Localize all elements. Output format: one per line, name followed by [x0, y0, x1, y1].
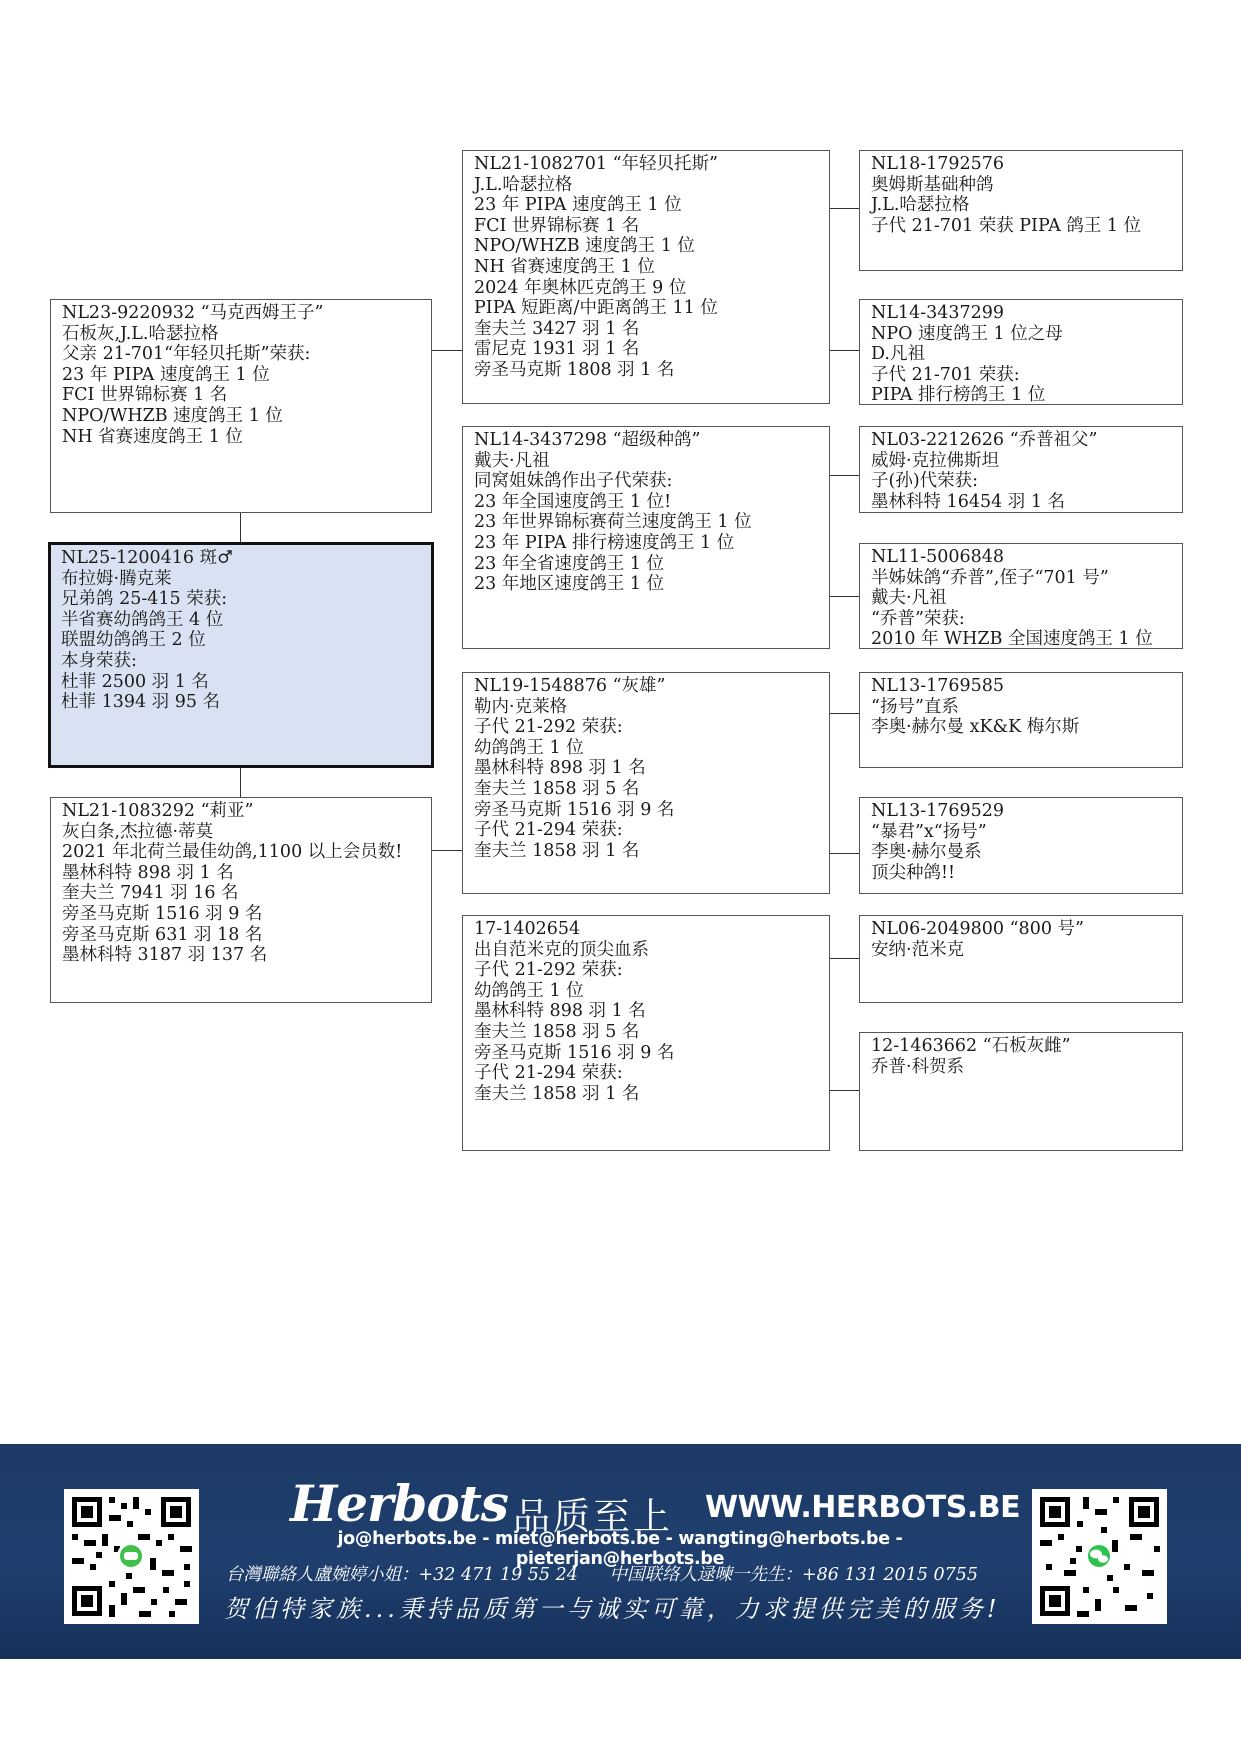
card-line: 旁圣马克斯 1516 羽 9 名	[62, 903, 263, 924]
card-line: 杜菲 2500 羽 1 名	[61, 671, 209, 692]
subject-card	[48, 542, 434, 768]
card-line: 奎夫兰 1858 羽 5 名	[474, 778, 640, 799]
herbots-logo: Herbots	[290, 1474, 508, 1533]
connector	[830, 713, 859, 714]
card-line: 奎夫兰 1858 羽 1 名	[474, 1083, 640, 1104]
card-line: 旁圣马克斯 1516 羽 9 名	[474, 799, 675, 820]
card-line: NL21-1082701 “年轻贝托斯”	[474, 154, 719, 174]
card-line: PIPA 短距离/中距离鸽王 11 位	[474, 298, 718, 319]
card-line: NL03-2212626 “乔普祖父”	[871, 430, 1098, 450]
card-line: 23 年 PIPA 速度鸽王 1 位	[62, 364, 270, 385]
sire-dam-card	[462, 426, 830, 649]
card-line: NL19-1548876 “灰雄”	[474, 676, 666, 696]
card-line: FCI 世界锦标赛 1 名	[474, 215, 640, 236]
card-line: 戴夫·凡祖	[474, 450, 550, 471]
card-line: NL06-2049800 “800 号”	[871, 919, 1084, 939]
card-line: 17-1402654	[474, 919, 581, 939]
card-line: 墨林科特 898 羽 1 名	[474, 1001, 646, 1022]
card-line: 23 年世界锦标赛荷兰速度鸽王 1 位	[474, 512, 752, 533]
card-line: 同窝姐妹鸽作出子代荣获:	[474, 471, 673, 492]
brand-row	[290, 1468, 1021, 1538]
sire-sire-card	[462, 150, 830, 404]
card-line: 墨林科特 3187 羽 137 名	[62, 945, 268, 966]
card-line: 23 年地区速度鸽王 1 位	[474, 574, 665, 595]
card-line: 出自范米克的顶尖血系	[474, 939, 649, 960]
card-line: “乔普”荣获:	[871, 608, 965, 629]
card-line: NL14-3437299	[871, 303, 1005, 323]
card-line: 子代 21-292 荣获:	[474, 717, 623, 738]
card-line: 12-1463662 “石板灰雌”	[871, 1036, 1071, 1056]
card-line: 幼鸽鸽王 1 位	[474, 980, 584, 1001]
card-line: NL25-1200416 斑♂	[61, 548, 233, 568]
slogan: 品质至上	[513, 1495, 673, 1538]
card-line: 李奥·赫尔曼系	[871, 842, 982, 863]
website-link[interactable]: WWW.HERBOTS.BE	[705, 1490, 1021, 1525]
card-line: 奎夫兰 7941 羽 16 名	[62, 883, 239, 904]
card-line: 旁圣马克斯 1516 羽 9 名	[474, 1042, 675, 1063]
card-line: 联盟幼鸽鸽王 2 位	[61, 630, 206, 651]
card-line: 半姊妹鸽“乔普”,侄子“701 号”	[871, 567, 1109, 588]
card-line: 子代 21-294 荣获:	[474, 820, 623, 841]
card-line: 雷尼克 1931 羽 1 名	[474, 339, 640, 360]
card-line: 戴夫·凡祖	[871, 588, 947, 609]
card-line: 23 年全国速度鸽王 1 位!	[474, 491, 672, 512]
card-line: 兄弟鸽 25-415 荣获:	[61, 589, 228, 610]
card-line: 父亲 21-701“年轻贝托斯”荣获:	[62, 344, 311, 365]
dam-card	[50, 797, 432, 1003]
connector	[830, 853, 859, 854]
connector	[830, 208, 859, 209]
connector	[830, 958, 859, 959]
card-line: 2010 年 WHZB 全国速度鸽王 1 位	[871, 629, 1153, 650]
connector	[432, 350, 462, 351]
dam-sire-card	[462, 672, 830, 894]
card-line: 2021 年北荷兰最佳幼鸽,1100 以上会员数!	[62, 842, 403, 863]
card-line: 李奥·赫尔曼 xK&K 梅尔斯	[871, 717, 1080, 738]
card-line: 墨林科特 898 羽 1 名	[474, 758, 646, 779]
card-line: NL14-3437298 “超级种鸽”	[474, 430, 701, 450]
card-line: 布拉姆·腾克莱	[61, 568, 172, 589]
card-line: J.L.哈瑟拉格	[871, 195, 970, 216]
contact-taiwan: 台灣聯絡人盧婉婷小姐：+32 471 19 55 24	[226, 1565, 578, 1585]
card-line: 灰白条,杰拉德·蒂莫	[62, 821, 214, 842]
card-line: “暴君”x“扬号”	[871, 821, 987, 842]
card-line: NL11-5006848	[871, 547, 1005, 567]
card-line: 杜菲 1394 羽 95 名	[61, 692, 221, 713]
card-line: 子代 21-294 荣获:	[474, 1063, 623, 1084]
email-list[interactable]: jo@herbots.be - miet@herbots.be - wangting@herbots.be - pieterjan@herbots.be	[337, 1529, 903, 1569]
connector	[830, 350, 859, 351]
tagline: 贺伯特家族...秉持品质第一与诚实可靠，力求提供完美的服务!	[224, 1595, 1001, 1623]
contacts	[226, 1561, 1016, 1586]
ss-sire-card	[859, 150, 1183, 271]
card-line: 旁圣马克斯 1808 羽 1 名	[474, 359, 675, 380]
card-line: 奎夫兰 1858 羽 5 名	[474, 1021, 640, 1042]
qr-pattern	[1032, 1489, 1167, 1624]
card-line: NL23-9220932 “马克西姆王子”	[62, 303, 324, 323]
card-line: NPO/WHZB 速度鸽王 1 位	[62, 405, 283, 426]
card-line: 2024 年奥林匹克鸽王 9 位	[474, 277, 687, 298]
connector	[830, 475, 859, 476]
footer-banner	[0, 1444, 1241, 1659]
connector	[830, 596, 859, 597]
dd-sire-card	[859, 915, 1183, 1003]
sire-card	[50, 299, 432, 513]
card-line: 奎夫兰 3427 羽 1 名	[474, 318, 640, 339]
card-line: 子代 21-701 荣获:	[871, 364, 1020, 385]
card-line: 安纳·范米克	[871, 939, 965, 960]
card-line: 石板灰,J.L.哈瑟拉格	[62, 323, 219, 344]
ds-dam-card	[859, 797, 1183, 894]
ds-sire-card	[859, 672, 1183, 768]
sd-dam-card	[859, 543, 1183, 649]
card-line: 勒内·克莱格	[474, 696, 568, 717]
card-line: NL13-1769585	[871, 676, 1005, 696]
dd-dam-card	[859, 1032, 1183, 1151]
ss-dam-card	[859, 299, 1183, 405]
card-line: 子代 21-701 荣获 PIPA 鸽王 1 位	[871, 215, 1142, 236]
connector	[240, 513, 241, 543]
contact-china: 中国联络人逯暕一先生：+86 131 2015 0755	[609, 1565, 979, 1585]
card-line: 奥姆斯基础种鸽	[871, 174, 994, 195]
dam-dam-card	[462, 915, 830, 1151]
card-line: 23 年全省速度鸽王 1 位	[474, 553, 665, 574]
card-line: FCI 世界锦标赛 1 名	[62, 385, 228, 406]
card-line: NL18-1792576	[871, 154, 1005, 174]
card-line: 半省赛幼鸽鸽王 4 位	[61, 609, 224, 630]
card-line: “扬号”直系	[871, 696, 959, 717]
qr-code-wechat[interactable]	[1032, 1489, 1167, 1624]
card-line: 子(孙)代荣获:	[871, 471, 979, 492]
card-line: 子代 21-292 荣获:	[474, 960, 623, 981]
card-line: 威姆·克拉佛斯坦	[871, 450, 1000, 471]
card-line: NPO 速度鸽王 1 位之母	[871, 323, 1063, 344]
card-line: NL13-1769529	[871, 801, 1005, 821]
card-line: 幼鸽鸽王 1 位	[474, 737, 584, 758]
card-line: 旁圣马克斯 631 羽 18 名	[62, 924, 263, 945]
card-line: 乔普·科贺系	[871, 1056, 965, 1077]
connector	[830, 1090, 859, 1091]
qr-pattern	[64, 1489, 199, 1624]
qr-code-line[interactable]	[64, 1489, 199, 1624]
connector	[432, 850, 462, 851]
card-line: 23 年 PIPA 速度鸽王 1 位	[474, 195, 682, 216]
card-line: 墨林科特 898 羽 1 名	[62, 862, 234, 883]
card-line: 墨林科特 16454 羽 1 名	[871, 491, 1066, 512]
card-line: NH 省赛速度鸽王 1 位	[62, 426, 243, 447]
card-line: 23 年 PIPA 排行榜速度鸽王 1 位	[474, 532, 735, 553]
card-line: D.凡祖	[871, 344, 925, 365]
sd-sire-card	[859, 426, 1183, 513]
card-line: 本身荣获:	[61, 650, 137, 671]
connector	[240, 768, 241, 798]
card-line: NH 省赛速度鸽王 1 位	[474, 256, 655, 277]
card-line: J.L.哈瑟拉格	[474, 174, 573, 195]
card-line: 顶尖种鸽!!	[871, 862, 956, 883]
card-line: 奎夫兰 1858 羽 1 名	[474, 840, 640, 861]
card-line: NL21-1083292 “莉亚”	[62, 801, 254, 821]
card-line: NPO/WHZB 速度鸽王 1 位	[474, 236, 695, 257]
card-line: PIPA 排行榜鸽王 1 位	[871, 385, 1046, 406]
